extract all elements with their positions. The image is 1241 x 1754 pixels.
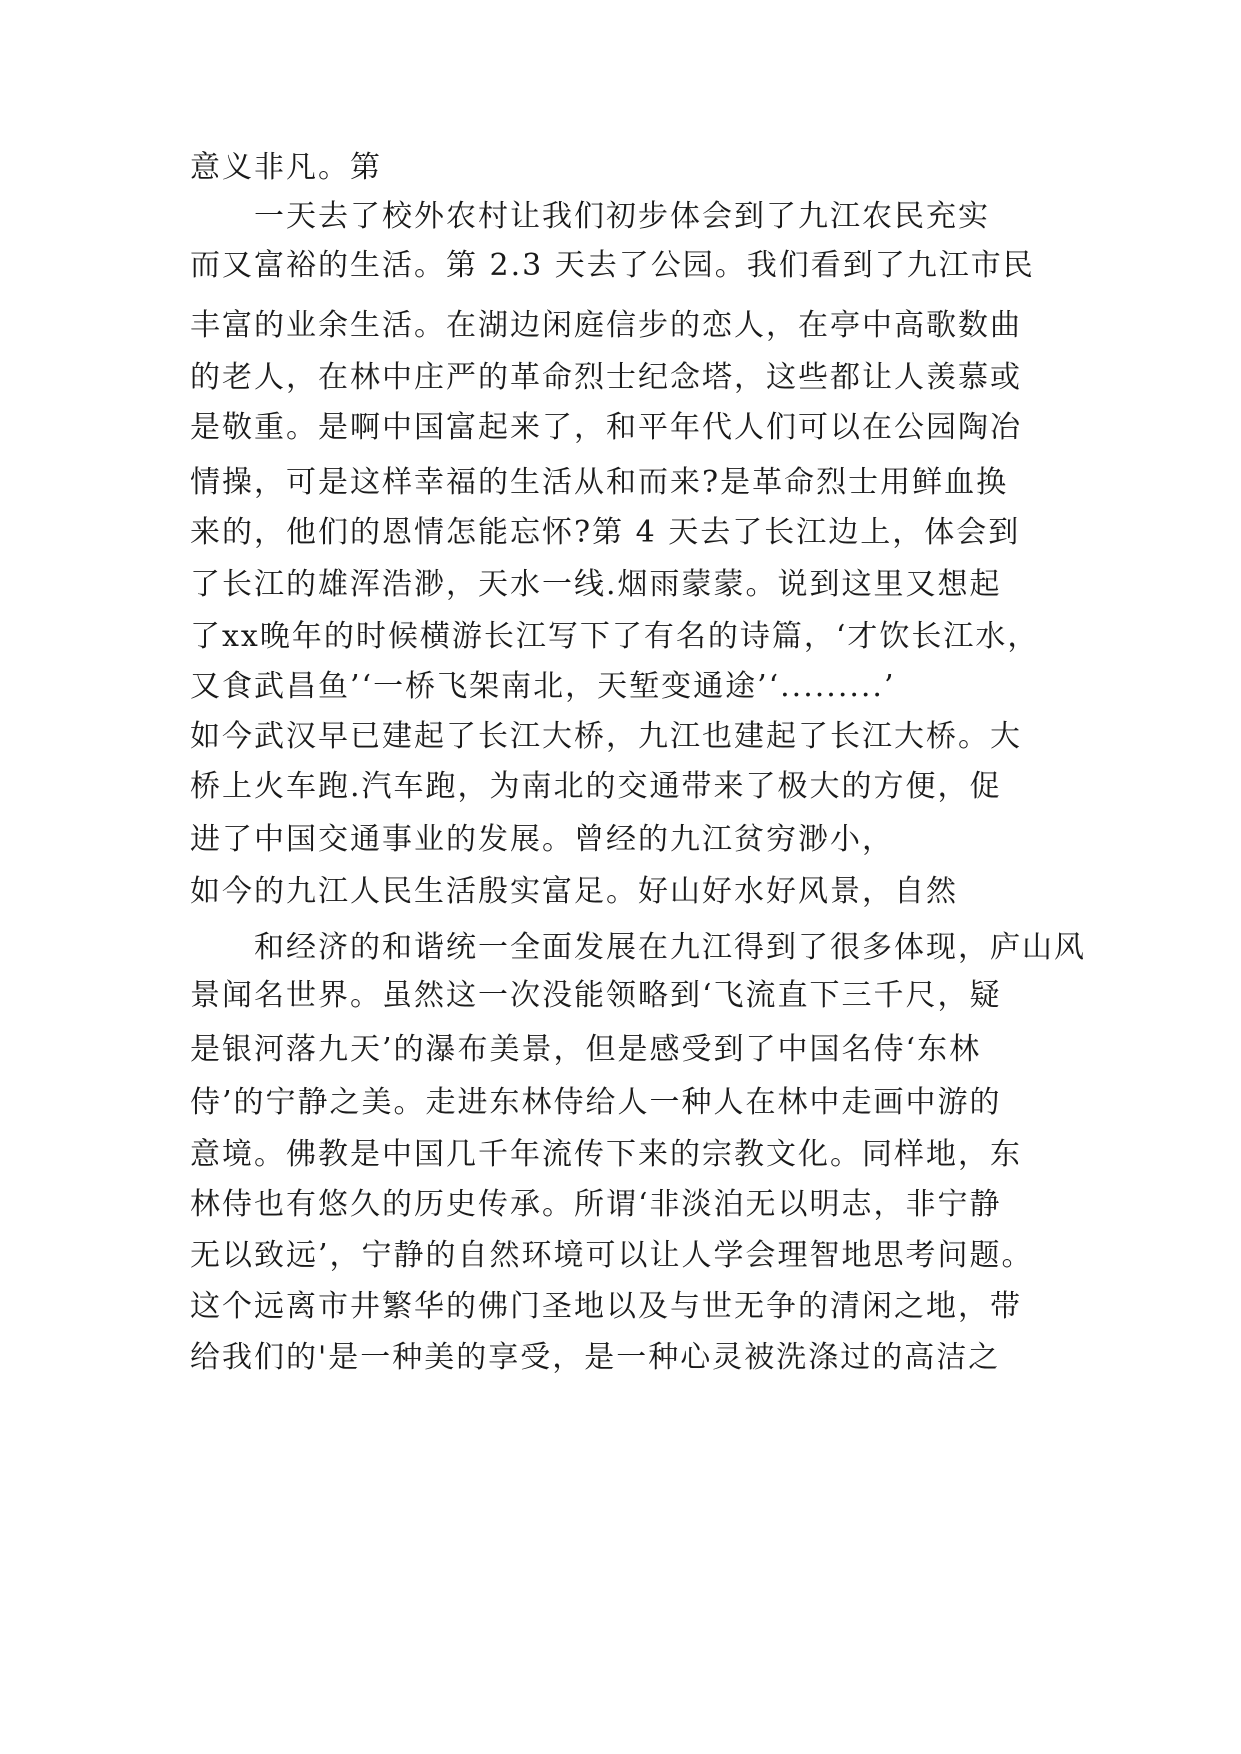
text-line: 给我们的'是一种美的享受，是一种心灵被洗涤过的高洁之 xyxy=(190,1340,1001,1375)
text-line: 侍’的宁静之美。走进东林侍给人一种人在林中走画中游的 xyxy=(190,1085,1002,1120)
text-line: 如今武汉早已建起了长江大桥，九江也建起了长江大桥。大 xyxy=(190,719,1022,754)
text-line: 桥上火车跑.汽车跑，为南北的交通带来了极大的方便，促 xyxy=(190,769,1002,804)
text-line: 如今的九江人民生活殷实富足。好山好水好风景，自然 xyxy=(190,874,958,909)
text-line: 是银河落九天’的瀑布美景，但是感受到了中国名侍‘东林 xyxy=(190,1032,982,1067)
text-line: 来的，他们的恩情怎能忘怀?第 4 天去了长江边上，体会到 xyxy=(190,515,1021,550)
text-line: 的老人，在林中庄严的革命烈士纪念塔，这些都让人羡慕或 xyxy=(190,360,1022,395)
text-line: 林侍也有悠久的历史传承。所谓‘非淡泊无以明志，非宁静 xyxy=(190,1187,1002,1222)
text-line: 和经济的和谐统一全面发展在九江得到了很多体现，庐山风 xyxy=(254,930,1086,965)
text-line: 丰富的业余生活。在湖边闲庭信步的恋人，在亭中高歌数曲 xyxy=(190,308,1022,343)
text-line: 一天去了校外农村让我们初步体会到了九江农民充实 xyxy=(254,199,990,234)
text-line: 意境。佛教是中国几千年流传下来的宗教文化。同样地，东 xyxy=(190,1137,1022,1172)
text-line: 景闻名世界。虽然这一次没能领略到‘飞流直下三千尺，疑 xyxy=(190,978,1002,1013)
text-line: 是敬重。是啊中国富起来了，和平年代人们可以在公园陶冶 xyxy=(190,410,1022,445)
text-line xyxy=(190,1389,1070,1429)
text-line: 这个远离市井繁华的佛门圣地以及与世无争的清闲之地，带 xyxy=(190,1289,1022,1324)
text-line: 情操，可是这样幸福的生活从和而来?是革命烈士用鲜血换 xyxy=(190,465,1009,500)
text-line: 而又富裕的生活。第 2.3 天去了公园。我们看到了九江市民 xyxy=(190,248,1035,283)
text-line: 了xx晚年的时候横游长江写下了有名的诗篇，‘才饮长江水， xyxy=(190,619,1040,654)
text-line: 又食武昌鱼’‘一桥飞架南北，天堑变通途’‘.........’ xyxy=(190,669,896,704)
text-line: 进了中国交通事业的发展。曾经的九江贫穷渺小， xyxy=(190,822,894,857)
text-line: 意义非凡。第 xyxy=(190,150,382,185)
text-line: 无以致远’，宁静的自然环境可以让人学会理智地思考问题。 xyxy=(190,1238,1034,1273)
text-line: 了长江的雄浑浩渺，天水一线.烟雨蒙蒙。说到这里又想起 xyxy=(190,567,1002,602)
